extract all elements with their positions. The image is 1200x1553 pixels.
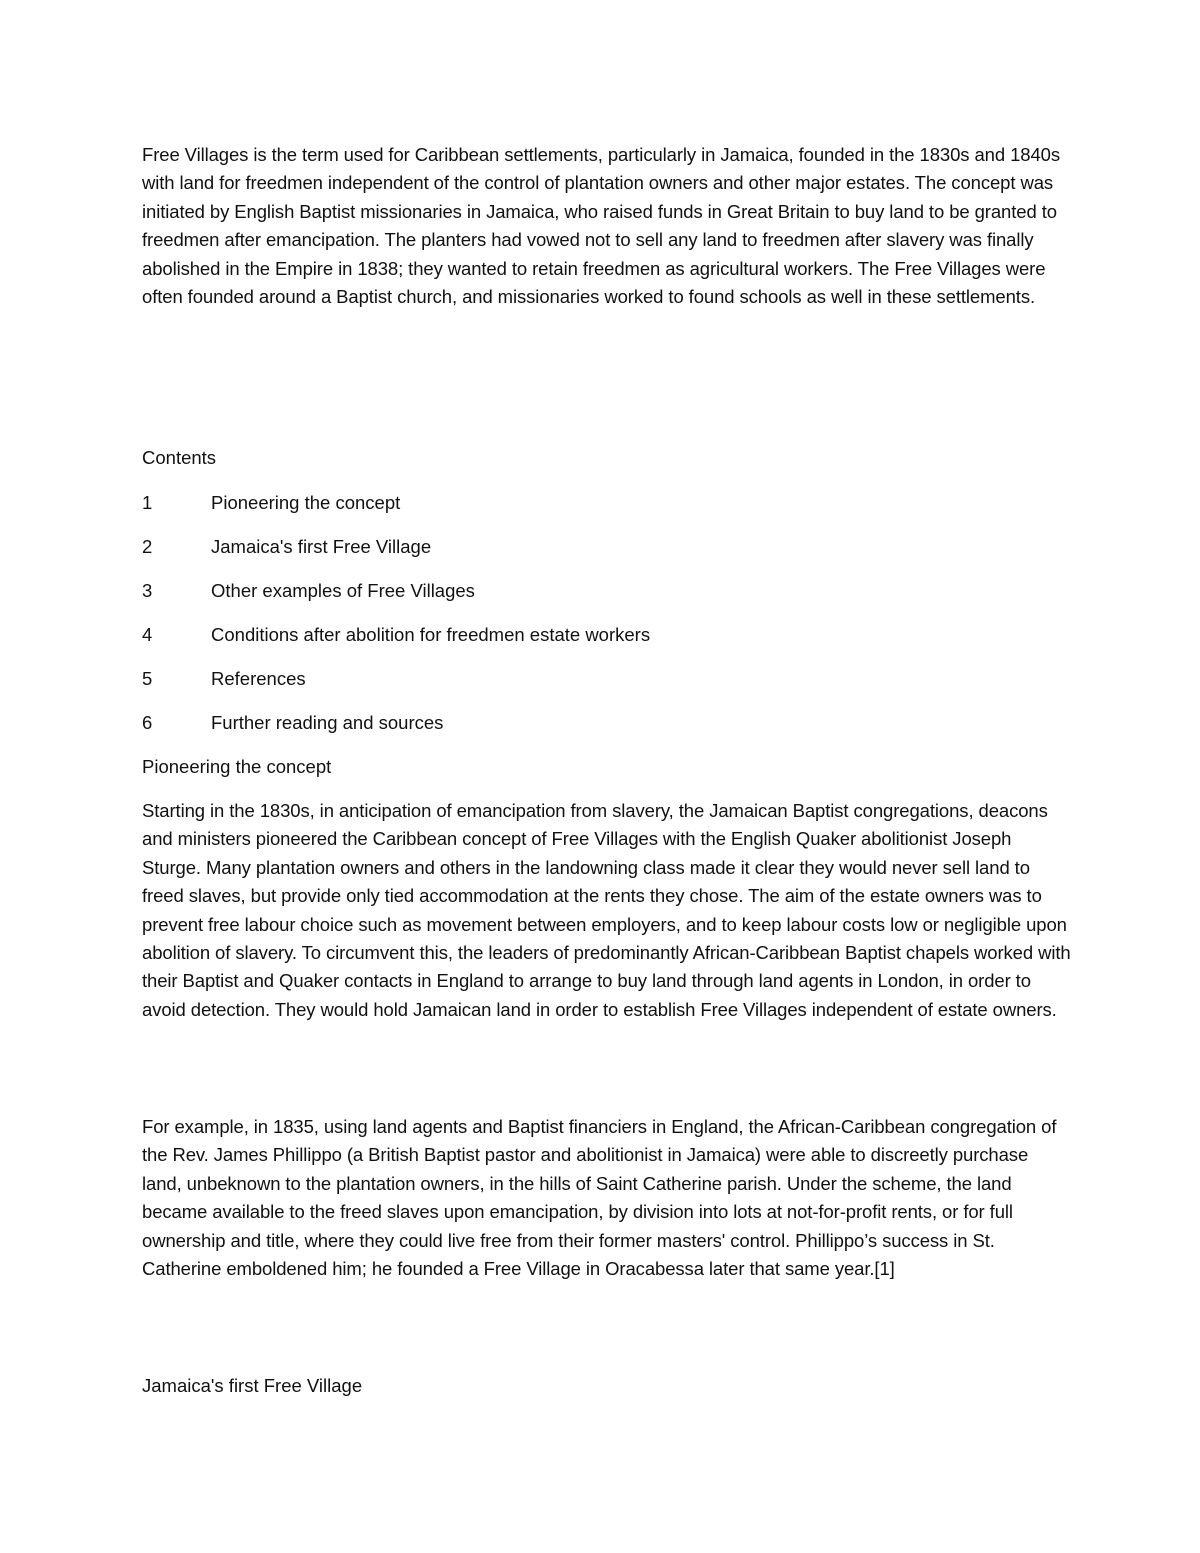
toc-item	[142, 579, 1042, 603]
section-paragraph: For example, in 1835, using land agents and Baptist financiers in England, the African-Caribbean congregation of the Rev. James Phillippo (a British Baptist pastor and abolitionist in Jamaica) were able to discreetly purchase land, unbeknown to the plantation owners, in the hills of Saint Catherine parish. Under the scheme, the land became available to the freed slaves upon emancipation, by division into lots at not-for-profit rents, or for full ownership and title, where they could live free from their former masters' control. Phillippo’s success in St. Catherine emboldened him; he founded a Free Village in Oracabessa later that same year.[1]	[142, 1116, 1057, 1280]
intro-paragraph: Free Villages is the term used for Caribbean settlements, particularly in Jamaica, founded in the 1830s and 1840s with land for freedmen independent of the control of plantation owners and other major estates. The concept was initiated by English Baptist missionaries in Jamaica, who raised funds in Great Britain to buy land to be granted to freedmen after emancipation. The planters had vowed not to sell any land to freedmen after slavery was finally abolished in the Empire in 1838; they wanted to retain freedmen as agricultural workers. The Free Villages were often founded around a Baptist church, and missionaries worked to found schools as well in these settlements.	[142, 144, 1060, 308]
toc-item-number: 4	[142, 624, 153, 645]
toc-item	[142, 623, 1042, 647]
section-heading-first-free-village: Jamaica's first Free Village	[142, 1375, 363, 1396]
toc-item-label: Conditions after abolition for freedmen estate workers	[211, 624, 651, 645]
contents-heading: Contents	[142, 447, 217, 468]
toc-item	[142, 667, 1042, 691]
toc-item-number: 5	[142, 668, 153, 689]
toc-item	[142, 711, 1042, 735]
toc-item-label: Pioneering the concept	[211, 492, 401, 513]
toc-item-label: References	[211, 668, 306, 689]
toc-item-label: Other examples of Free Villages	[211, 580, 475, 601]
toc-item	[142, 491, 1042, 515]
section-paragraph: Starting in the 1830s, in anticipation of emancipation from slavery, the Jamaican Baptist congregations, deacons and ministers pioneered the Caribbean concept of Free Villages with the English Quaker abolitionist Joseph Sturge. Many plantation owners and others in the landowning class made it clear they would never sell land to freed slaves, but provide only tied accommodation at the rents they chose. The aim of the estate owners was to prevent free labour choice such as movement between employers, and to keep labour costs low or negligible upon abolition of slavery. To circumvent this, the leaders of predominantly African-Caribbean Baptist chapels worked with their Baptist and Quaker contacts in England to arrange to buy land through land agents in London, in order to avoid detection. They would hold Jamaican land in order to establish Free Villages independent of estate owners.	[142, 800, 1071, 1020]
section-heading-pioneering: Pioneering the concept	[142, 756, 332, 777]
toc-item	[142, 535, 1042, 559]
toc-item-number: 1	[142, 492, 153, 513]
toc-item-label: Further reading and sources	[211, 712, 444, 733]
toc-item-number: 3	[142, 580, 153, 601]
toc-item-number: 2	[142, 536, 153, 557]
toc-item-number: 6	[142, 712, 153, 733]
toc-item-label: Jamaica's first Free Village	[211, 536, 432, 557]
